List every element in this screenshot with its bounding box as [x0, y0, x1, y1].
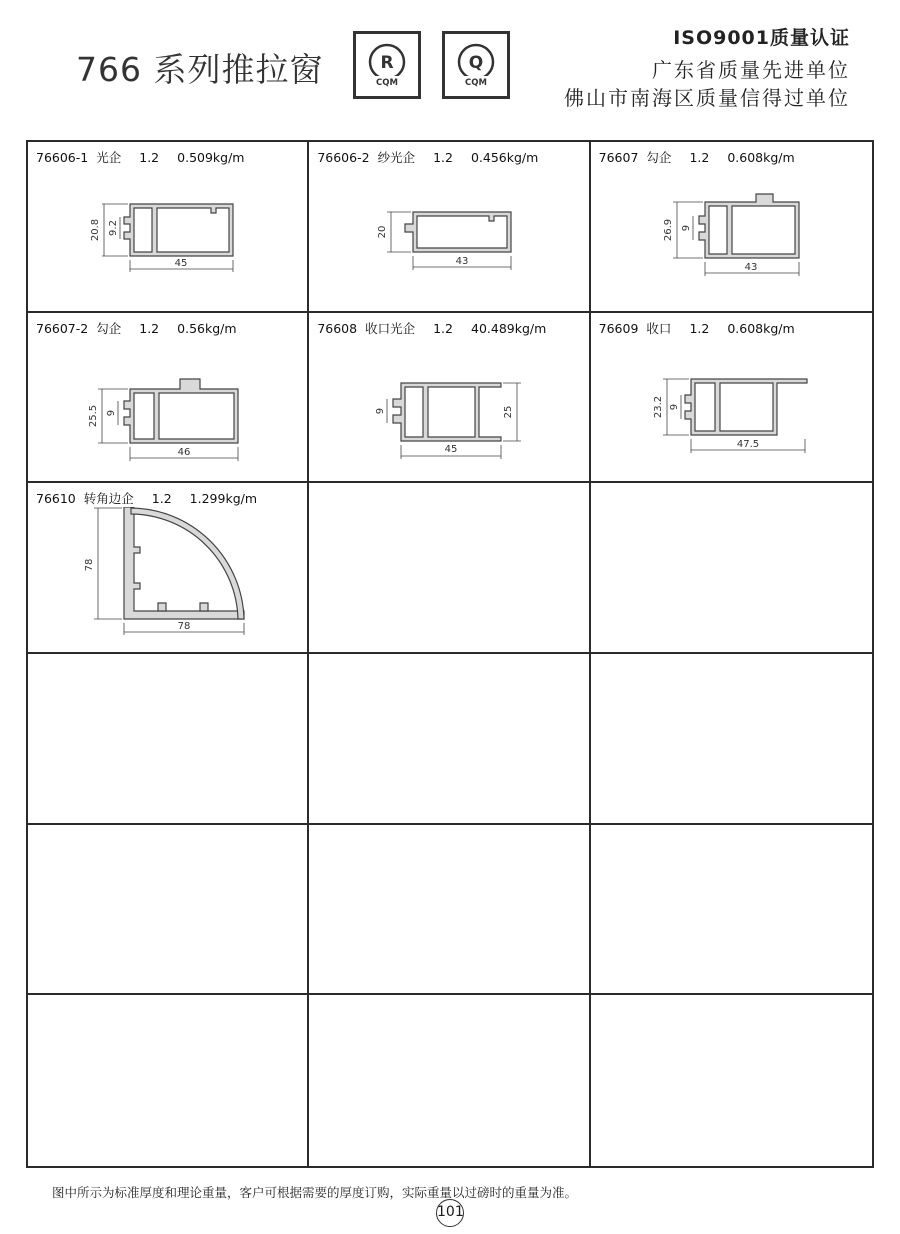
logo-r-letter: R [380, 53, 394, 73]
dim-width: 46 [177, 446, 191, 458]
profile-cell-76606-1 [28, 142, 309, 313]
cqm-r-certification-logo [353, 31, 421, 99]
profile-drawing-76606-1 [28, 166, 308, 311]
footer-note: 图中所示为标准厚度和理论重量，客户可根据需要的厚度订购，实际重量以过磅时的重量为准。 [52, 1185, 578, 1200]
profile-thickness: 1.2 [433, 320, 453, 336]
profile-code: 76608 [317, 320, 358, 336]
dim-inner: 9 [668, 403, 680, 410]
dim-inner: 9 [375, 407, 387, 414]
dim-width: 47.5 [736, 438, 759, 450]
profile-label [36, 489, 265, 507]
dim-width: 45 [174, 258, 188, 269]
dim-inner: 9 [680, 224, 692, 232]
empty-cell [309, 483, 590, 654]
profile-name: 纱光企 [377, 150, 416, 165]
dim-height: 20 [377, 225, 389, 239]
profile-thickness: 1.2 [433, 150, 453, 165]
profile-name: 勾企 [96, 320, 122, 336]
empty-cell [591, 654, 872, 825]
profile-drawing-76606-2 [309, 166, 589, 311]
logo-r-caption: CQM [376, 78, 398, 88]
dim-inner: 9.2 [108, 220, 119, 236]
profile-code: 76606-2 [317, 150, 370, 165]
dim-width: 43 [455, 256, 469, 267]
empty-cell [28, 825, 309, 996]
dim-width: 43 [744, 262, 758, 273]
profile-name: 勾企 [646, 150, 672, 165]
profile-weight: 0.56kg/m [177, 320, 237, 336]
profile-drawing-76608 [309, 337, 589, 482]
empty-cell [591, 483, 872, 654]
profile-label [36, 148, 253, 166]
profile-drawing-76607 [591, 166, 871, 311]
profile-drawing-76609 [591, 337, 871, 482]
dim-height: 78 [84, 558, 95, 572]
profile-weight: 0.456kg/m [470, 150, 539, 165]
profile-code: 76610 [36, 491, 76, 507]
cqm-q-certification-logo [442, 31, 510, 99]
profile-weight: 40.489kg/m [471, 320, 547, 336]
profile-cell-76607-2 [28, 313, 309, 484]
logo-q-letter: Q [468, 53, 484, 73]
profile-label [317, 148, 546, 166]
profile-label [317, 319, 554, 337]
dim-height: 20.8 [90, 218, 101, 242]
empty-cell [28, 995, 309, 1166]
profile-cell-76610 [28, 483, 309, 654]
profile-name: 收口光企 [365, 320, 416, 336]
profile-thickness: 1.2 [689, 150, 710, 165]
certification-iso9001: ISO9001质量认证 [673, 27, 850, 49]
dim-height: 26.9 [662, 218, 674, 242]
profile-label [599, 148, 803, 166]
empty-cell [309, 995, 590, 1166]
empty-cell [309, 654, 590, 825]
page-number: 101 [436, 1199, 464, 1227]
dim-width: 45 [444, 443, 458, 455]
empty-cell [28, 654, 309, 825]
profile-weight: 0.608kg/m [727, 150, 795, 165]
dim-height: 25.5 [88, 404, 99, 427]
series-title: 766 系列推拉窗 [76, 50, 324, 89]
profile-cell-76608 [309, 313, 590, 484]
dim-inner: 9 [106, 409, 117, 416]
profile-cell-76607 [591, 142, 872, 313]
profile-name: 光企 [96, 150, 122, 165]
profile-label [599, 319, 803, 337]
profile-code: 76607-2 [36, 320, 89, 336]
empty-cell [591, 995, 872, 1166]
profile-thickness: 1.2 [689, 320, 710, 336]
profile-cell-76609 [591, 313, 872, 484]
profile-weight: 1.299kg/m [189, 491, 258, 507]
dim-width: 78 [177, 621, 191, 633]
profile-code: 76606-1 [36, 150, 89, 165]
profile-weight: 0.509kg/m [177, 150, 245, 165]
profile-drawing-76607-2 [28, 337, 308, 482]
certification-foshan: 佛山市南海区质量信得过单位 [564, 86, 850, 110]
profile-thickness: 1.2 [151, 491, 172, 507]
profile-cell-76606-2 [309, 142, 590, 313]
profile-thickness: 1.2 [139, 320, 160, 336]
profile-code: 76609 [598, 320, 639, 336]
dim-height: 25 [503, 405, 515, 419]
profile-catalog-grid [26, 140, 874, 1168]
profile-code: 76607 [598, 150, 639, 165]
profile-weight: 0.608kg/m [727, 320, 795, 336]
empty-cell [591, 825, 872, 996]
dim-height: 23.2 [652, 395, 664, 418]
profile-thickness: 1.2 [139, 150, 160, 165]
empty-cell [309, 825, 590, 996]
certification-guangdong: 广东省质量先进单位 [652, 58, 850, 82]
profile-name: 转角边企 [83, 491, 134, 507]
logo-q-caption: CQM [465, 78, 487, 88]
profile-drawing-76610 [28, 507, 308, 652]
profile-label [36, 319, 245, 337]
profile-name: 收口 [646, 320, 672, 336]
